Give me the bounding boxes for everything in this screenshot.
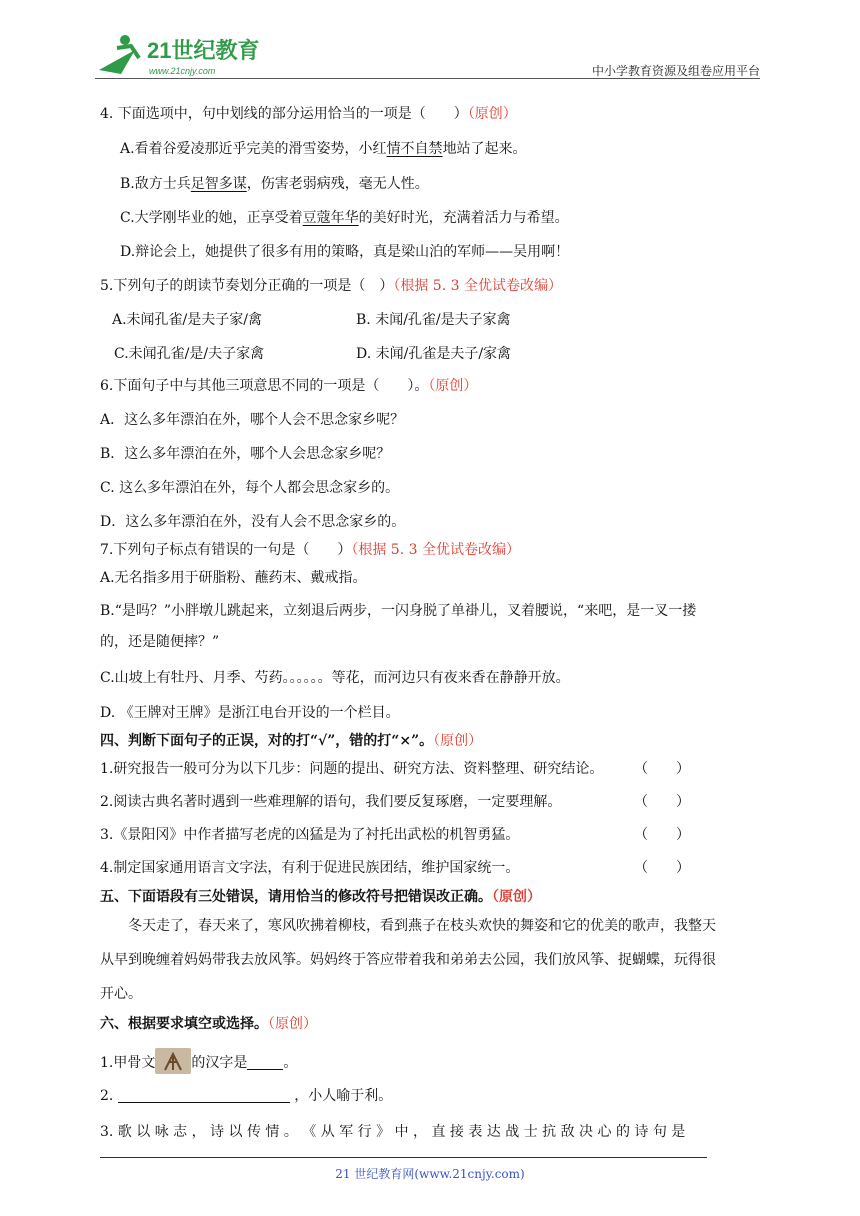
answer-bracket: （ ） xyxy=(634,794,690,810)
q4-option-a: A.看着谷爱凌那近乎完美的滑雪姿势，小红情不自禁地站了起来。 xyxy=(120,141,527,157)
q7-option-d: D. 《王牌对王牌》是浙江电台开设的一个栏目。 xyxy=(100,705,400,721)
footer-text: 21 世纪教育网(www.21cnjy.com) xyxy=(335,1167,525,1181)
q6-stem: 6.下面句子中与其他三项意思不同的一项是（ ）。（原创） xyxy=(100,378,478,394)
q7-option-b-line1: B.“是吗？”小胖墩儿跳起来，立刻退后两步，一闪身脱了单褂儿，叉着腰说，“来吧，是一叉一搂 xyxy=(100,603,697,619)
oracle-bone-glyph-icon xyxy=(155,1048,191,1074)
s4-item-4: 4.制定国家通用语言文字法，有利于促进民族团结，维护国家统一。 （ ） xyxy=(100,860,690,876)
s4-item-3: 3.《景阳冈》中作者描写老虎的凶猛是为了衬托出武松的机智勇猛。 （ ） xyxy=(100,827,690,843)
s6-item-3: 3. 歌 以 咏 志 ， 诗 以 传 情 。 《 从 军 行 》 中 ， 直 接 表 达 战 士 抗 敌 决 心 的 诗 句 是 xyxy=(100,1124,686,1140)
logo-sub-text: www.21cnjy.com xyxy=(149,66,216,76)
section4-title: 四、判断下面句子的正误，对的打“√”，错的打“×”。（原创） xyxy=(100,733,483,749)
section5-title: 五、下面语段有三处错误，请用恰当的修改符号把错误改正确。（原创） xyxy=(100,889,541,905)
answer-blank[interactable] xyxy=(118,1088,290,1103)
q4-stem: 4. 下面选项中，句中划线的部分运用恰当的一项是（ ）（原创） xyxy=(100,106,517,122)
q4-option-c: C.大学刚毕业的她，正享受着豆蔻年华的美好时光，充满着活力与希望。 xyxy=(120,210,569,226)
q4-option-d: D.辩论会上，她提供了很多有用的策略，真是梁山泊的军师——吴用啊！ xyxy=(120,244,570,260)
s5-paragraph-line3: 开心。 xyxy=(100,986,142,1002)
q6-option-d: D．这么多年漂泊在外，没有人会不思念家乡的。 xyxy=(100,514,406,530)
platform-name: 中小学教育资源及组卷应用平台 xyxy=(591,64,760,78)
answer-bracket: （ ） xyxy=(634,827,690,843)
s5-paragraph-line1: 冬天走了，春天来了，寒风吹拂着柳枝，看到燕子在枝头欢快的舞姿和它的优美的歌声，我整天 xyxy=(128,918,716,934)
q5-option-b: B. 未闻/孔雀/是夫子家禽 xyxy=(356,312,511,328)
logo-main-text: 21世纪教育 xyxy=(147,38,260,63)
q6-option-b: B．这么多年漂泊在外，哪个人会思念家乡呢？ xyxy=(100,446,391,462)
page-header xyxy=(95,30,760,80)
s4-item-2: 2.阅读古典名著时遇到一些难理解的语句，我们要反复琢磨，一定要理解。 （ ） xyxy=(100,794,690,810)
q7-option-a: A.无名指多用于研脂粉、蘸药末、戴戒指。 xyxy=(100,570,367,586)
q5-stem: 5.下列句子的朗读节奏划分正确的一项是（ ）（根据 5. 3 全优试卷改编） xyxy=(100,278,562,294)
q5-option-a: A.未闻孔雀/是夫子家/禽 xyxy=(112,312,262,328)
s4-item-1: 1.研究报告一般可分为以下几步：问题的提出、研究方法、资料整理、研究结论。 （ ） xyxy=(100,761,690,777)
q7-option-b-line2: 的，还是随便摔？” xyxy=(100,634,220,650)
s5-paragraph-line2: 从早到晚缠着妈妈带我去放风筝。妈妈终于答应带着我和弟弟去公园，我们放风筝、捉蝴蝶，玩得很 xyxy=(100,952,716,968)
q7-stem: 7.下列句子标点有错误的一句是（ ）（根据 5. 3 全优试卷改编） xyxy=(100,542,520,558)
logo-21cnjy xyxy=(95,30,265,80)
footer-divider xyxy=(100,1157,707,1158)
q4-option-b: B.敌方士兵足智多谋，伤害老弱病残，毫无人性。 xyxy=(120,176,429,192)
q5-option-c: C.未闻孔雀/是/夫子家禽 xyxy=(114,346,265,362)
q5-option-d: D. 未闻/孔雀是夫子/家禽 xyxy=(356,346,512,362)
header-divider xyxy=(95,78,760,79)
answer-bracket: （ ） xyxy=(634,761,690,777)
s6-item-2: 2. ，小人喻于利。 xyxy=(100,1088,393,1104)
q6-option-a: A．这么多年漂泊在外，哪个人会不思念家乡呢？ xyxy=(100,412,405,428)
s6-item-1: 1.甲骨文 的汉字是 。 xyxy=(100,1048,297,1074)
q7-option-c: C.山坡上有牡丹、月季、芍药。。。。。。等花，而河边只有夜来香在静静开放。 xyxy=(100,670,570,686)
q6-option-c: C. 这么多年漂泊在外，每个人都会思念家乡的。 xyxy=(100,480,400,496)
answer-bracket: （ ） xyxy=(634,860,690,876)
answer-blank[interactable] xyxy=(247,1055,283,1070)
section6-title: 六、根据要求填空或选择。（原创） xyxy=(100,1016,317,1032)
